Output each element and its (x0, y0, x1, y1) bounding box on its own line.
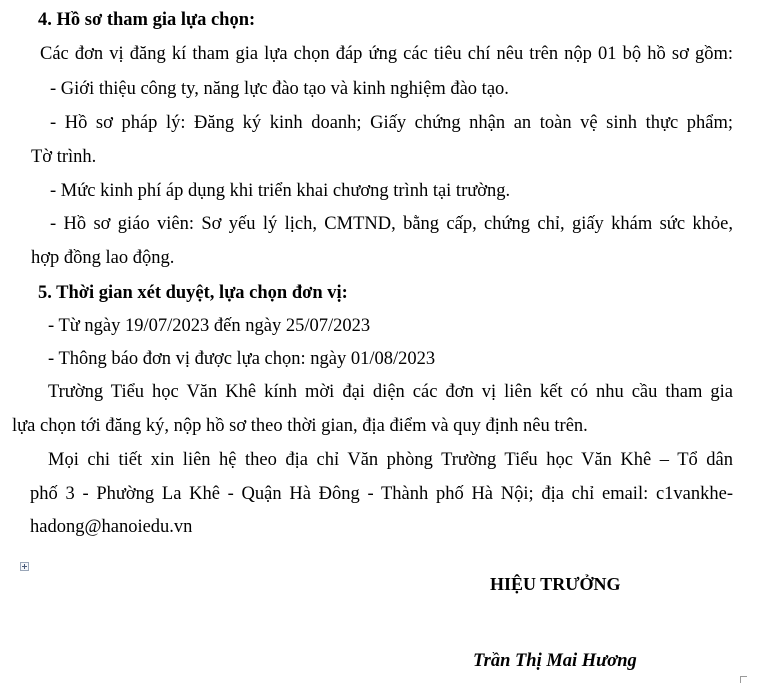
section-4-heading: 4. Hồ sơ tham gia lựa chọn: (38, 10, 256, 30)
move-handle-icon[interactable] (20, 562, 29, 571)
section-5-item-2: - Thông báo đơn vị được lựa chọn: ngày 01/08/2023 (48, 349, 436, 369)
invitation-line-2: lựa chọn tới đăng ký, nộp hồ sơ theo thời gian, địa điểm và quy định nêu trên. (12, 416, 588, 436)
signature-name: Trần Thị Mai Hương (473, 651, 637, 671)
contact-line-1: Mọi chi tiết xin liên hệ theo địa chỉ Văn phòng Trường Tiểu học Văn Khê – Tổ dân (48, 450, 733, 470)
section-5-item-1: - Từ ngày 19/07/2023 đến ngày 25/07/2023 (48, 316, 371, 336)
signature-title: HIỆU TRƯỞNG (490, 574, 621, 594)
contact-line-3: hadong@hanoiedu.vn (30, 517, 193, 537)
text-boundary-mark (740, 676, 747, 683)
section-5-heading: 5. Thời gian xét duyệt, lựa chọn đơn vị: (38, 283, 348, 303)
section-4-item-1: - Giới thiệu công ty, năng lực đào tạo và kinh nghiệm đào tạo. (50, 79, 509, 99)
section-4-item-4-line-1: - Hồ sơ giáo viên: Sơ yếu lý lịch, CMTND, bằng cấp, chứng chỉ, giấy khám sức khỏe, (50, 214, 733, 234)
section-4-item-3: - Mức kinh phí áp dụng khi triển khai chương trình tại trường. (50, 181, 511, 201)
contact-line-2: phố 3 - Phường La Khê - Quận Hà Đông - Thành phố Hà Nội; địa chỉ email: c1vankhe- (30, 484, 733, 504)
section-4-item-4-line-2: hợp đồng lao động. (31, 248, 175, 268)
invitation-line-1: Trường Tiểu học Văn Khê kính mời đại diện các đơn vị liên kết có nhu cầu tham gia (48, 382, 733, 402)
section-4-intro: Các đơn vị đăng kí tham gia lựa chọn đáp ứng các tiêu chí nêu trên nộp 01 bộ hồ sơ gồm: (40, 44, 733, 64)
section-4-item-2-line-1: - Hồ sơ pháp lý: Đăng ký kinh doanh; Giấy chứng nhận an toàn vệ sinh thực phẩm; (50, 113, 733, 133)
section-4-item-2-line-2: Tờ trình. (31, 147, 97, 167)
